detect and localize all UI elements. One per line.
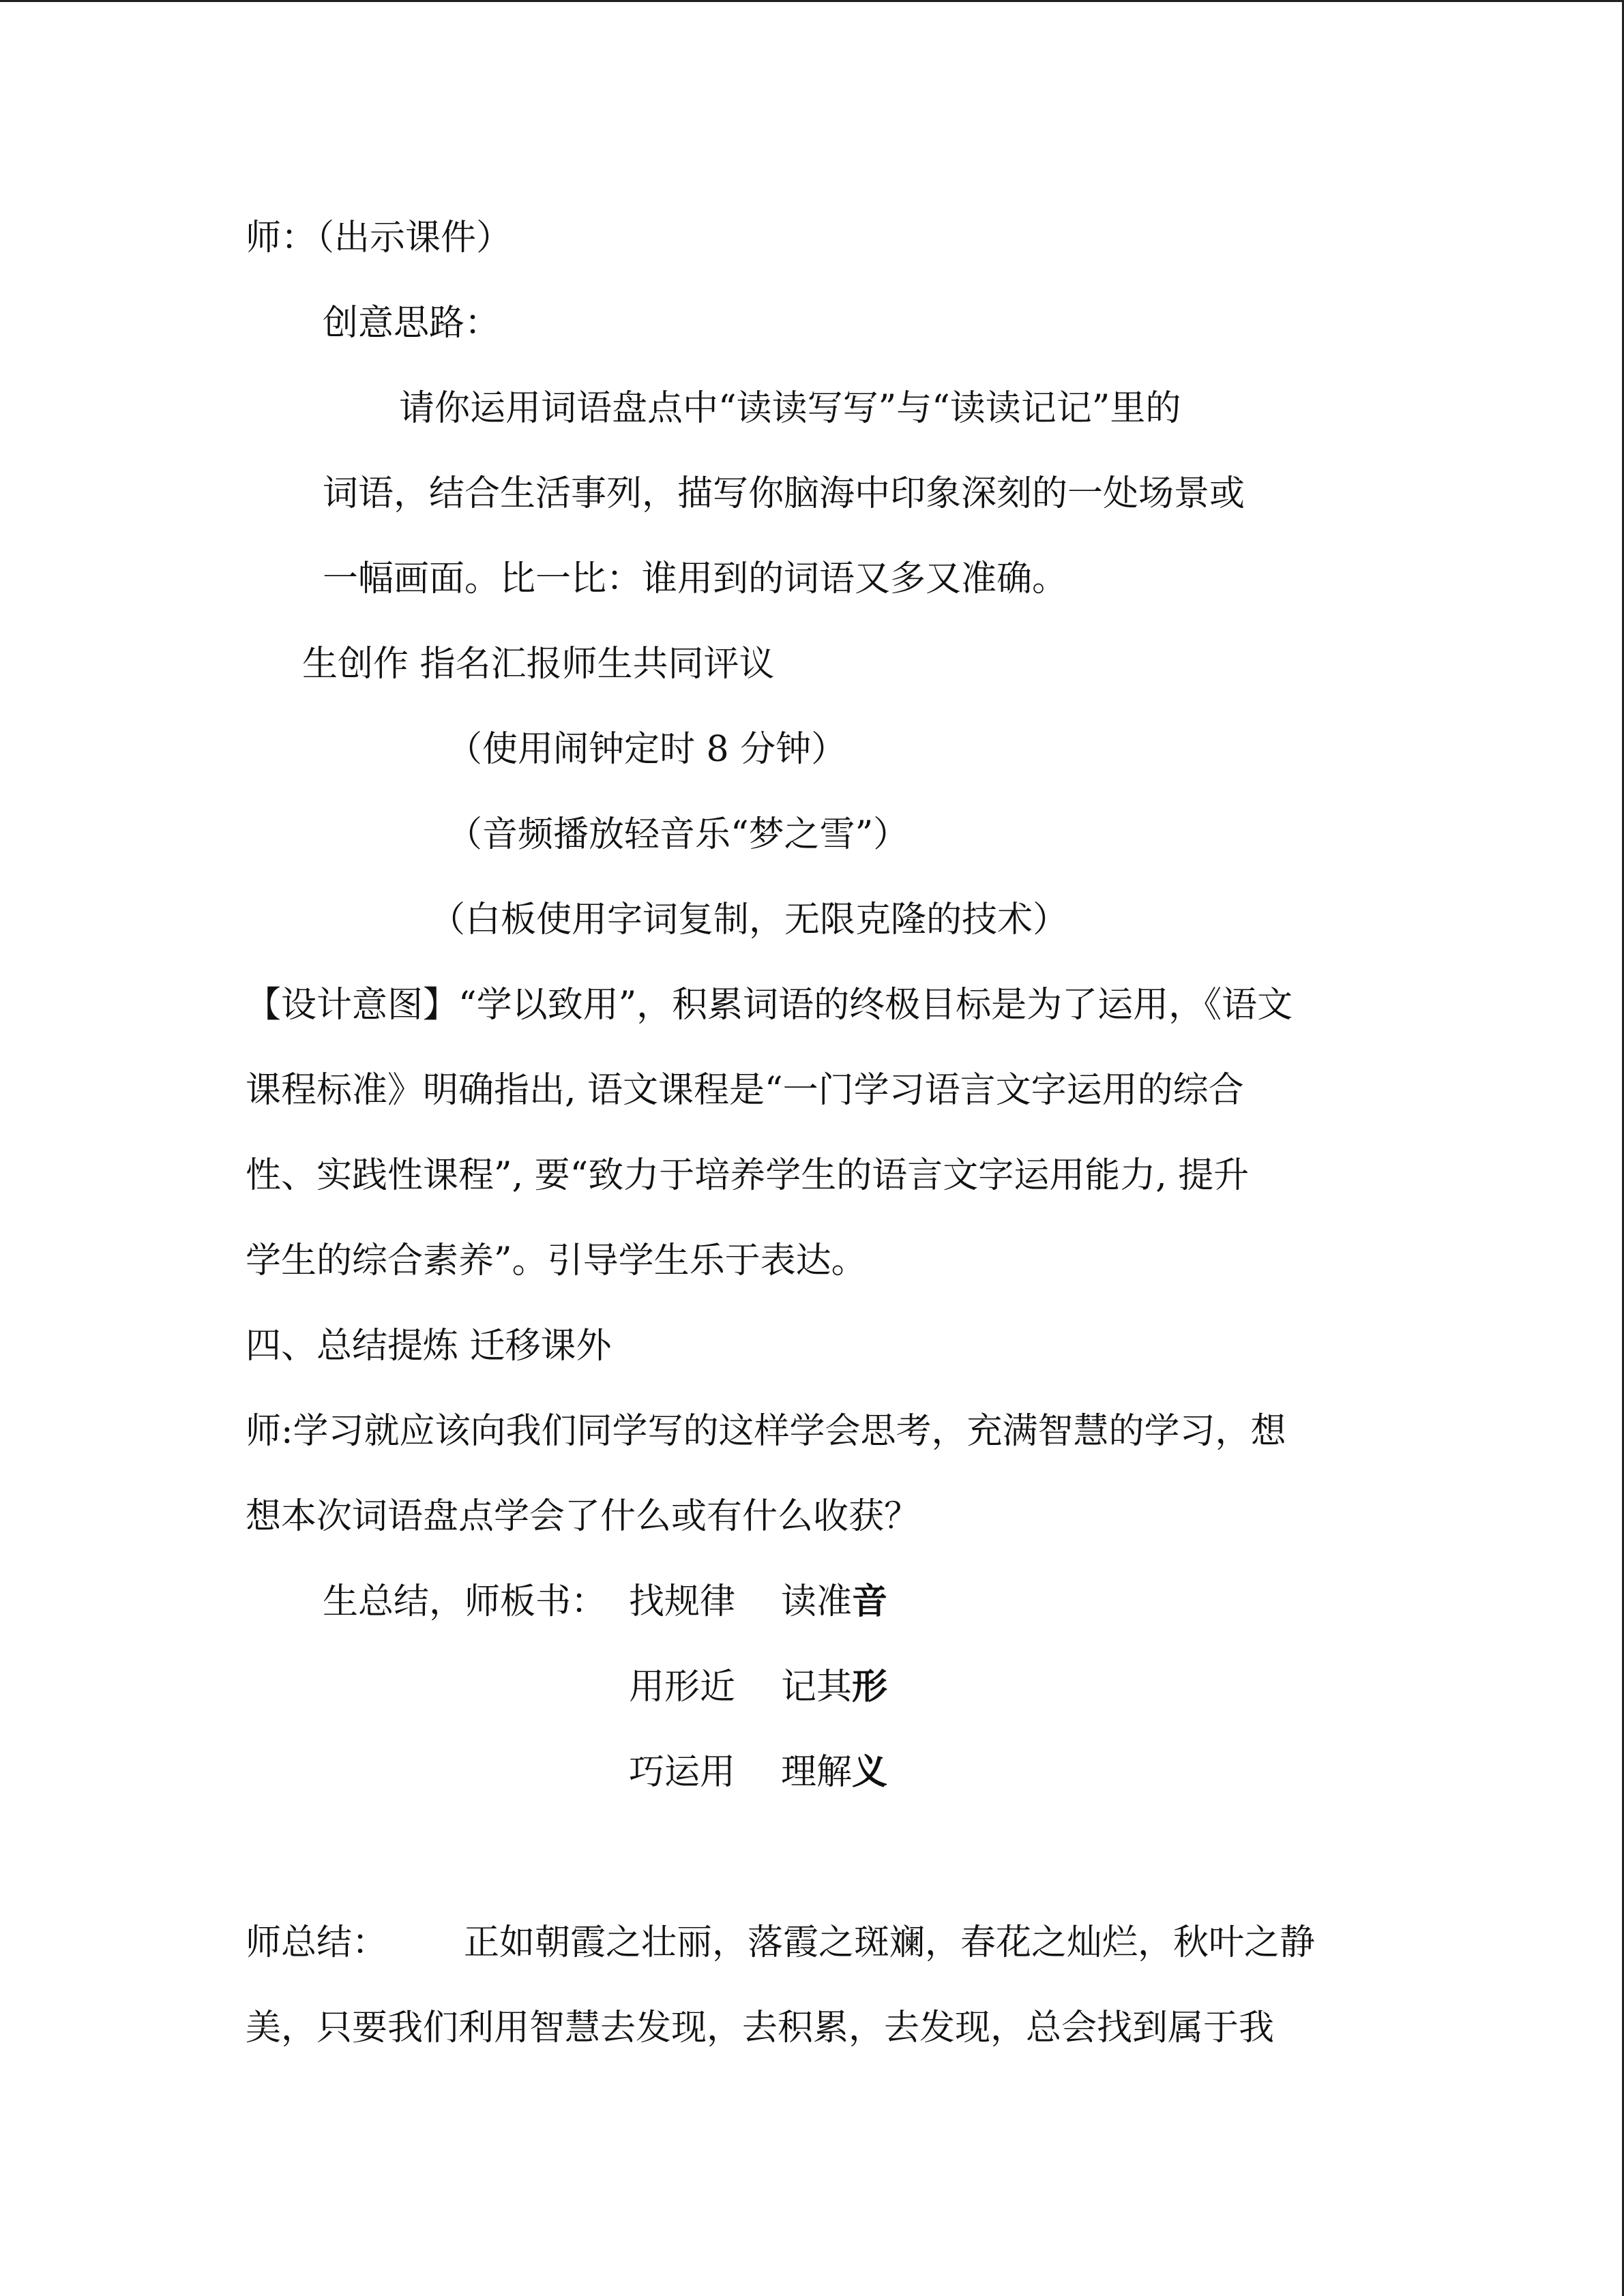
teacher-conclusion-line-2: 美，只要我们利用智慧去发现，去积累，去发现，总会找到属于我	[246, 2008, 1275, 2048]
alarm-note: （使用闹钟定时 8 分钟）	[447, 729, 847, 770]
student-create-line: 生创作 指名汇报师生共同评议	[302, 644, 775, 685]
design-intent-line-2: 课程标准》明确指出, 语文课程是“一门学习语言文字运用的综合	[246, 1070, 1244, 1111]
teacher-show-courseware: 师：（出示课件）	[246, 218, 512, 258]
student-summary-intro: 生总结，师板书：	[323, 1581, 607, 1622]
design-intent-line-1: 【设计意图】“学以致用”，积累词语的终极目标是为了运用，《语文	[246, 985, 1293, 1026]
summary-row-3-method: 巧运用	[629, 1752, 736, 1793]
summary-row-2-key: 形	[852, 1666, 888, 1708]
summary-row-1-result-text: 读准	[781, 1581, 853, 1622]
summary-row-3-key: 义	[852, 1751, 888, 1793]
design-intent-line-3: 性、实践性课程”, 要“致力于培养学生的语言文字运用能力, 提升	[246, 1155, 1250, 1196]
creative-idea-heading: 创意思路：	[323, 303, 501, 344]
teacher-question-line-2: 想本次词语盘点学会了什么或有什么收获？	[246, 1496, 920, 1537]
summary-row-2-result	[781, 1665, 887, 1709]
teacher-conclusion-label: 师总结：	[246, 1922, 388, 1963]
music-note: （音频播放轻音乐“梦之雪”）	[447, 814, 909, 855]
task-line-2: 词语，结合生活事列，描写你脑海中印象深刻的一处场景或	[323, 473, 1245, 514]
summary-row-1-result	[781, 1580, 887, 1624]
task-line-3: 一幅画面。比一比：谁用到的词语又多又准确。	[323, 558, 1068, 599]
summary-row-1-method: 找规律	[629, 1581, 736, 1622]
summary-row-2-result-text: 记其	[781, 1667, 853, 1708]
summary-row-1-key: 音	[852, 1581, 888, 1622]
whiteboard-note: （白板使用字词复制，无限克隆的技术）	[430, 899, 1069, 940]
teacher-conclusion-line-1: 正如朝霞之壮丽，落霞之斑斓，春花之灿烂，秋叶之静	[464, 1922, 1316, 1963]
section-four-heading: 四、总结提炼 迁移课外	[246, 1326, 612, 1367]
summary-row-3-result-text: 理解	[781, 1752, 853, 1793]
task-line-1: 请你运用词语盘点中“读读写写”与“读读记记”里的	[399, 388, 1181, 429]
top-border-line	[0, 0, 1624, 2]
summary-row-2-method: 用形近	[629, 1667, 736, 1708]
summary-row-3-result	[781, 1750, 887, 1794]
design-intent-line-4: 学生的综合素养”。引导学生乐于表达。	[246, 1240, 867, 1281]
teacher-question-line-1: 师:学习就应该向我们同学写的这样学会思考，充满智慧的学习，想	[246, 1411, 1286, 1452]
